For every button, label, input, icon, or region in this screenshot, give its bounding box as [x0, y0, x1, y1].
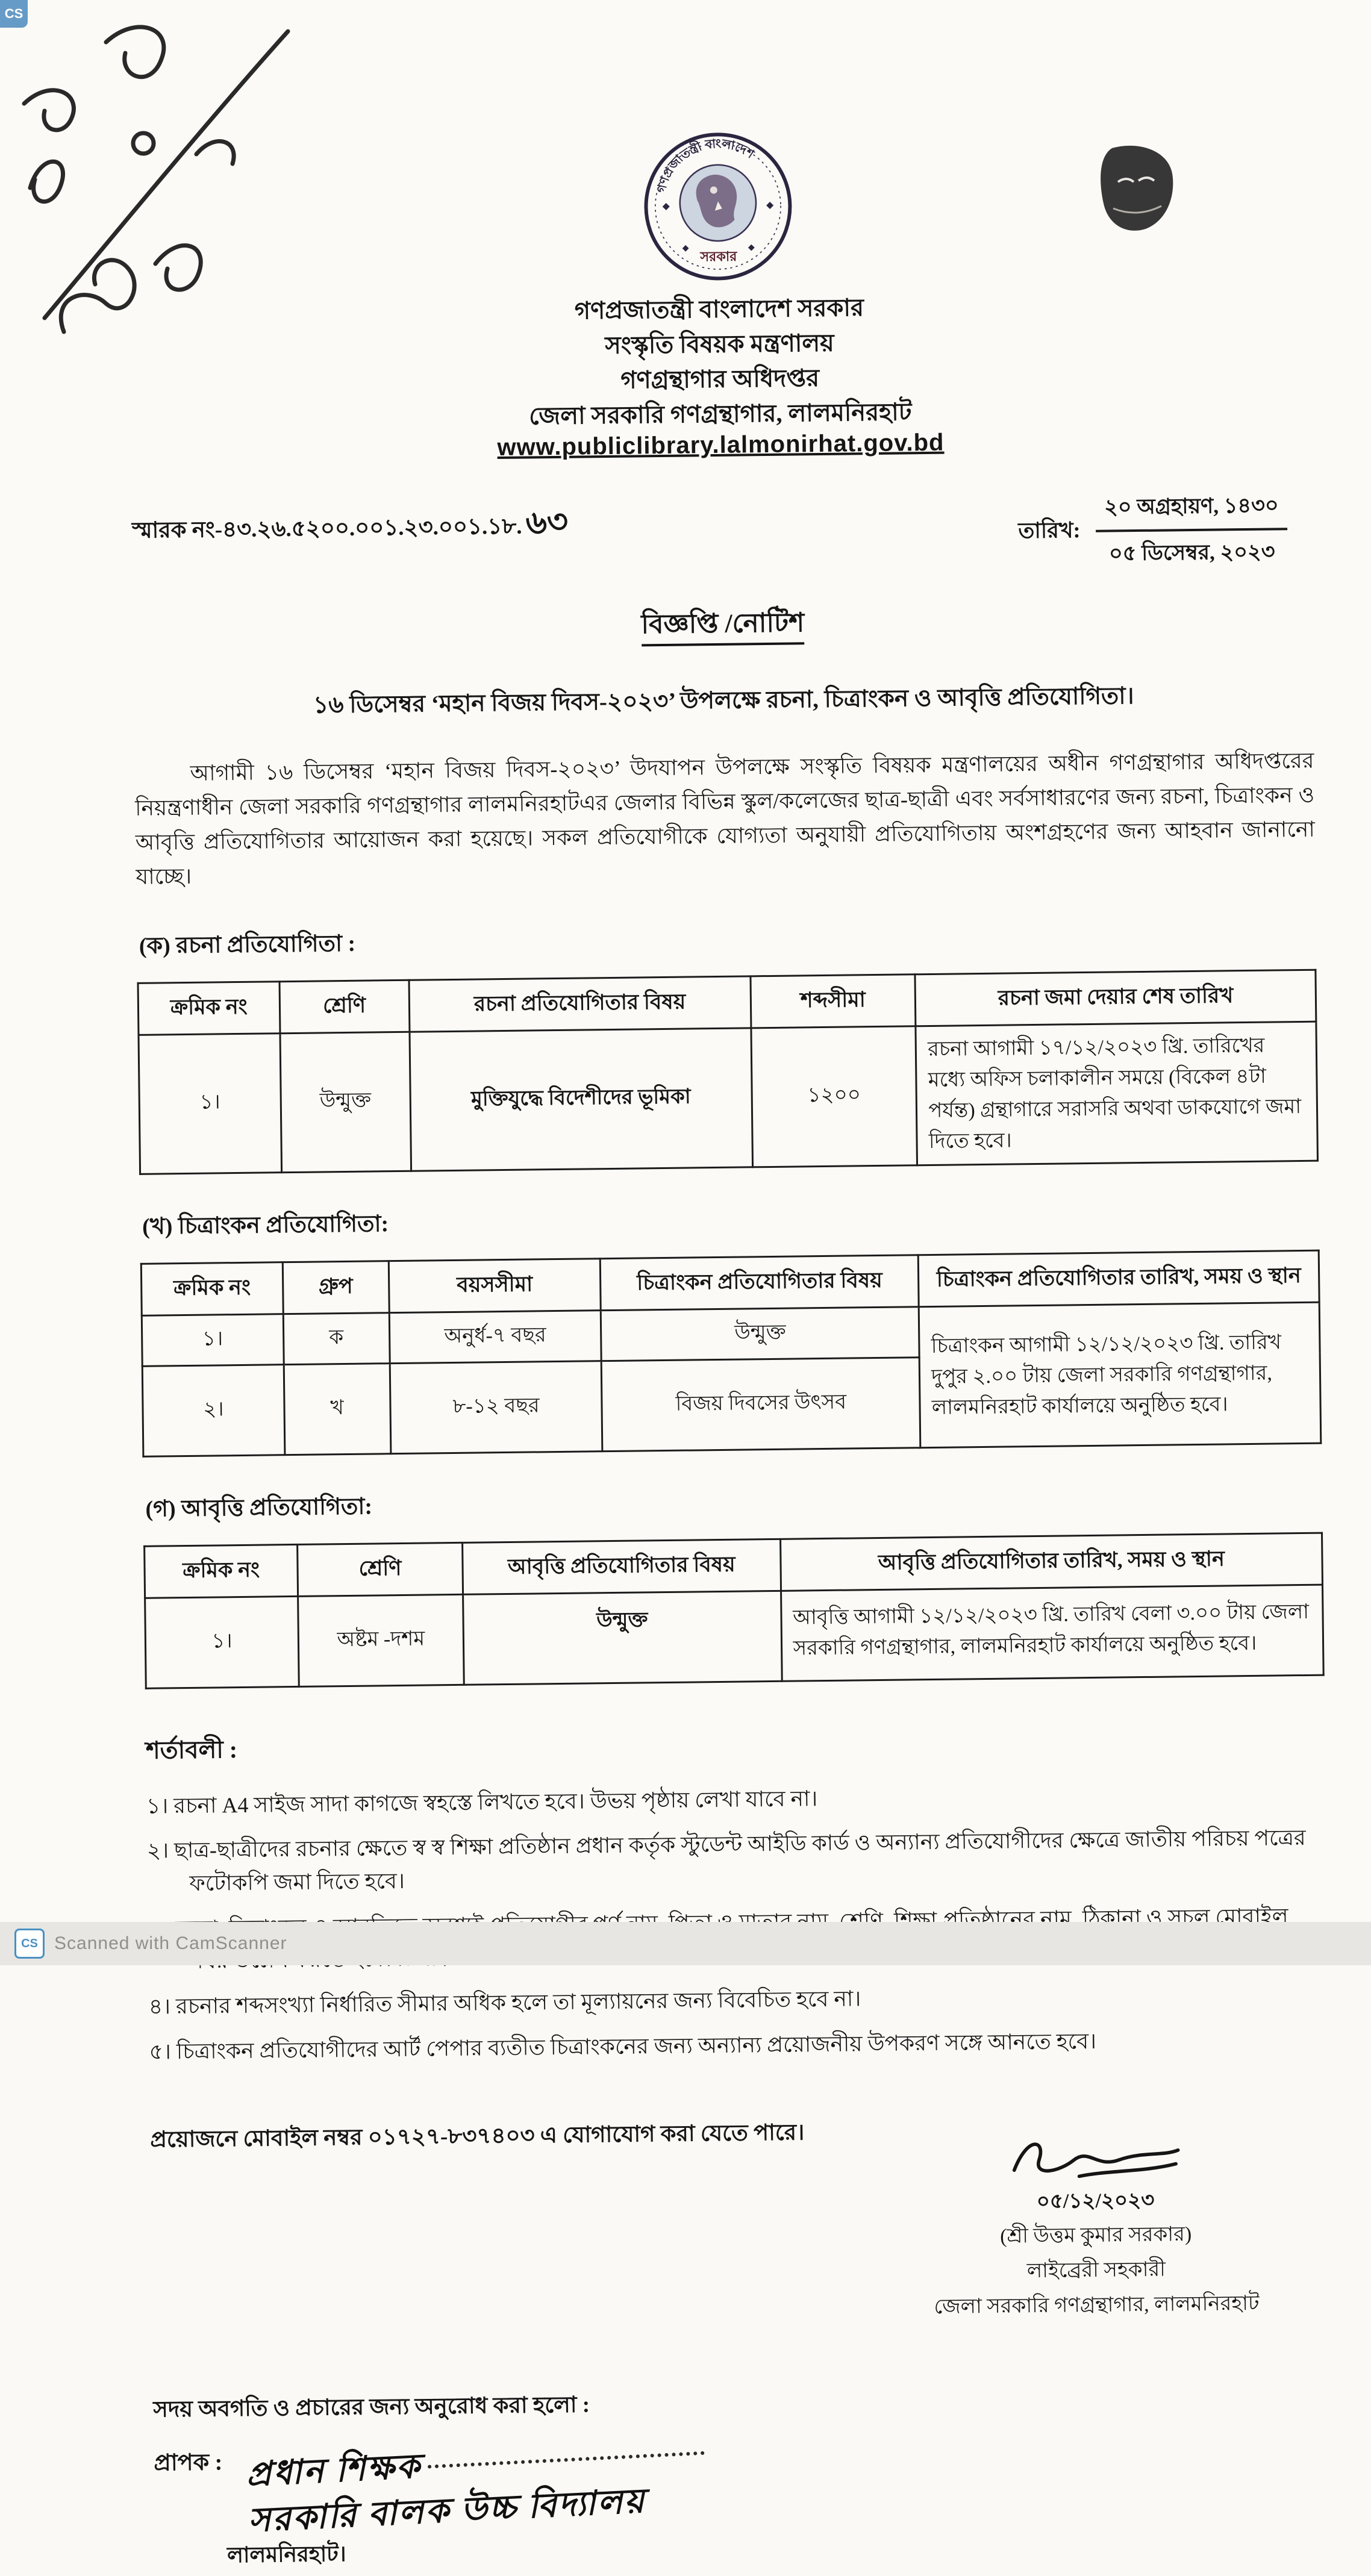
deadline-cell: রচনা আগামী ১৭/১২/২০২৩ খ্রি. তারিখের মধ্যে অফিস চলাকালীন সময়ে (বিকেল ৪টা পর্যন্ত) গ্রন্থাগারে সরাসরি অথবা ডাকযোগে জমা দিতে হবে। [916, 1021, 1317, 1165]
recipient-city: লালমনিরহাট। [226, 2542, 346, 2568]
camscanner-corner-badge-icon: CS [0, 0, 28, 28]
date-label: তারিখ: [1018, 518, 1081, 543]
subject-line: ১৬ ডিসেম্বর ‘মহান বিজয় দিবস-২০২৩’ উপলক্ষে রচনা, চিত্রাংকন ও আবৃত্তি প্রতিযোগিতা। [313, 683, 1134, 719]
camscanner-footer-bar [0, 1922, 1371, 1965]
signature-block [896, 2122, 1296, 2325]
term-item: ২। ছাত্র-ছাত্রীদের রচনার ক্ষেতে স্ব স্ব শিক্ষা প্রতিষ্ঠান প্রধান কর্তৃক স্টুডেন্ট আইডি কার্ড ও অন্যান্য প্রতিযোগীদের ক্ষেত্রে জাতীয় পরিচয় পত্রের ফটোকপি জমা দিতে হবে। [146, 1826, 1306, 1895]
group-cell: ক [283, 1312, 390, 1364]
column-header: ক্রমিক নং [138, 981, 280, 1035]
signatory-designation: লাইব্রেরী সহকারী [1026, 2258, 1166, 2283]
seal-top-text: গণপ্রজাতন্ত্রী বাংলাদেশ [655, 137, 757, 195]
essay-competition-table [137, 968, 1319, 1174]
column-header: চিত্রাংকন প্রতিযোগিতার বিষয় [601, 1255, 919, 1310]
term-item: ৫। চিত্রাংকন প্রতিযোগীদের আর্ট পেপার ব্যতীত চিত্রাংকনের জন্য অন্যান্য প্রয়োজনীয় উপকরণ সঙ্গে আনতে হবে। [149, 2029, 1097, 2064]
schedule-cell: চিত্রাংকন আগামী ১২/১২/২০২৩ খ্রি. তারিখ দুপুর ২.০০ টায় জেলা সরকারি গণগ্রন্থাগার, লালমনিরহাট কার্যালয়ে অনুষ্ঠিত হবে। [919, 1302, 1320, 1448]
table-row [139, 1021, 1317, 1174]
government-name: গণপ্রজাতন্ত্রী বাংলাদেশ সরকার [574, 294, 864, 325]
signature-date: ০৫/১২/২০২৩ [1036, 2189, 1155, 2213]
column-header: শ্রেণি [280, 980, 410, 1033]
date-gregorian: ০৫ ডিসেম্বর, ২০২৩ [1108, 540, 1275, 566]
column-header: চিত্রাংকন প্রতিযোগিতার তারিখ, সময় ও স্থান [918, 1250, 1319, 1307]
memo-number [131, 497, 568, 556]
group-cell: খ [284, 1363, 391, 1455]
office-name: জেলা সরকারি গণগ্রন্থাগার, লালমনিরহাট [528, 398, 912, 430]
camscanner-caption: Scanned with CamScanner [54, 1933, 287, 1953]
dotted-leader-line [427, 2451, 704, 2469]
serial-cell: ১। [142, 1314, 284, 1366]
recipient-handwritten-block [245, 2430, 708, 2544]
column-header: রচনা প্রতিযোগিতার বিষয় [409, 976, 751, 1031]
serial-cell: ১। [139, 1033, 281, 1174]
signature-scrawl-icon [998, 2124, 1191, 2189]
date-bengali-calendar: ২০ অগ্রহায়ণ, ১৪৩০ [1096, 488, 1287, 532]
camscanner-logo-icon: CS [14, 1929, 45, 1959]
ministry-name: সংস্কৃতি বিষয়ক মন্ত্রণালয় [605, 329, 834, 360]
notice-document [126, 40, 1334, 2576]
topic-cell: উন্মুক্ত [601, 1306, 920, 1361]
government-header [128, 123, 1311, 466]
department-name: গণগ্রন্থাগার অধিদপ্তর [620, 364, 820, 394]
memo-number-handwritten: ৬৩ [525, 503, 569, 541]
notice-title: বিজ্ঞপ্তি /নোটিশ [133, 597, 1313, 654]
topic-cell: উন্মুক্ত [463, 1591, 782, 1685]
term-item: ১। রচনা A4 সাইজ সাদা কাগজে স্বহস্তে লিখতে হবে। উভয় পৃষ্ঠায় লেখা যাবে না। [146, 1786, 818, 1818]
serial-cell: ২। [142, 1364, 284, 1456]
memo-number-printed: স্মারক নং-৪৩.২৬.৫২০০.০০১.২৩.০০১.১৮. [131, 514, 522, 543]
column-header: শব্দসীমা [751, 974, 916, 1028]
section-c-heading: (গ) আবৃত্তি প্রতিযোগিতা: [145, 1494, 373, 1522]
intro-paragraph: আগামী ১৬ ডিসেম্বর ‘মহান বিজয় দিবস-২০২৩’ উদযাপন উপলক্ষে সংস্কৃতি বিষয়ক মন্ত্রণালয়ের অধীন গণগ্রন্থাগার অধিদপ্তরের নিয়ন্ত্রণাধীন জেলা সরকারি গণগ্রন্থাগার লালমনিরহাটএর জেলার বিভিন্ন স্কুল/কলেজের ছাত্র-ছাত্রী এবং সর্বসাধারণের জন্য রচনা, চিত্রাংকন ও আবৃত্তি প্রতিযোগিতার আয়োজন করা হয়েছে। সকল প্রতিযোগীকে যোগ্যতা অনুযায়ী প্রতিযোগিতায় অংশগ্রহণের জন্য আহবান জানানো যাচ্ছে। [134, 748, 1315, 889]
column-header: শ্রেণি [298, 1542, 463, 1596]
memo-date-row [131, 488, 1311, 584]
signatory-name: (শ্রী উত্তম কুমার সরকার) [1000, 2223, 1192, 2248]
section-b-heading: (খ) চিত্রাংকন প্রতিযোগিতা: [142, 1211, 389, 1240]
website-link[interactable]: www.publiclibrary.lalmonirhat.gov.bd [497, 429, 945, 461]
term-item: ৪। রচনার শব্দসংখ্যা নির্ধারিত সীমার অধিক হলে তা মূল্যায়নের জন্য বিবেচিত হবে না। [148, 1986, 861, 2019]
column-header: রচনা জমা দেয়ার শেষ তারিখ [915, 970, 1316, 1026]
date-block [1018, 488, 1288, 573]
drawing-competition-table [140, 1249, 1322, 1457]
column-header: ক্রমিক নং [145, 1544, 298, 1598]
topic-cell: মুক্তিযুদ্ধে বিদেশীদের ভূমিকা [410, 1028, 753, 1170]
column-header: বয়সসীমা [389, 1258, 601, 1312]
topic-cell: বিজয় দিবসের উৎসব [602, 1357, 921, 1451]
signatory-office: জেলা সরকারি গণগ্রন্থাগার, লালমনিরহাট [934, 2292, 1260, 2318]
column-header: ক্রমিক নং [141, 1262, 283, 1315]
word-limit-cell: ১২০০ [751, 1026, 917, 1167]
section-a-heading: (ক) রচনা প্রতিযোগিতা : [139, 931, 356, 959]
age-cell: ৮-১২ বছর [390, 1361, 603, 1453]
contact-line: প্রয়োজনে মোবাইল নম্বর ০১৭২৭-৮৩৭৪০৩ এ যোগাযোগ করা যেতে পারে। [150, 2119, 805, 2153]
schedule-cell: আবৃত্তি আগামী ১২/১২/২০২৩ খ্রি. তারিখ বেলা ৩.০০ টায় জেলা সরকারি গণগ্রন্থাগার, লালমনিরহাট কার্যালয়ে অনুষ্ঠিত হবে। [781, 1585, 1323, 1681]
table-row [145, 1585, 1324, 1688]
column-header: আবৃত্তি প্রতিযোগিতার বিষয় [462, 1539, 781, 1594]
recipient-handwritten-line2: সরকারি বালক উচ্চ বিদ্যালয় [247, 2482, 647, 2539]
age-cell: অনুর্ধ-৭ বছর [389, 1310, 602, 1363]
seal-bottom-text: সরকার [700, 248, 737, 264]
government-seal-icon [640, 128, 796, 284]
terms-heading: শর্তাবলী : [145, 1735, 238, 1764]
column-header: আবৃত্তি প্রতিযোগিতার তারিখ, সময় ও স্থান [780, 1533, 1322, 1591]
date-values [1096, 488, 1288, 573]
circulation-request: সদয় অবগতি ও প্রচারের জন্য অনুরোধ করা হলো : [153, 2392, 590, 2422]
recipient-row [154, 2431, 1334, 2539]
recipient-handwritten-line1: প্রধান শিক্ষক [245, 2447, 423, 2494]
serial-cell: ১। [145, 1596, 299, 1688]
column-header: গ্রুপ [283, 1261, 389, 1314]
class-cell: উন্মুক্ত [280, 1032, 411, 1172]
recipient-label: প্রাপক : [154, 2450, 223, 2476]
recitation-competition-table [143, 1532, 1325, 1689]
class-cell: অষ্টম -দশম [298, 1594, 464, 1686]
